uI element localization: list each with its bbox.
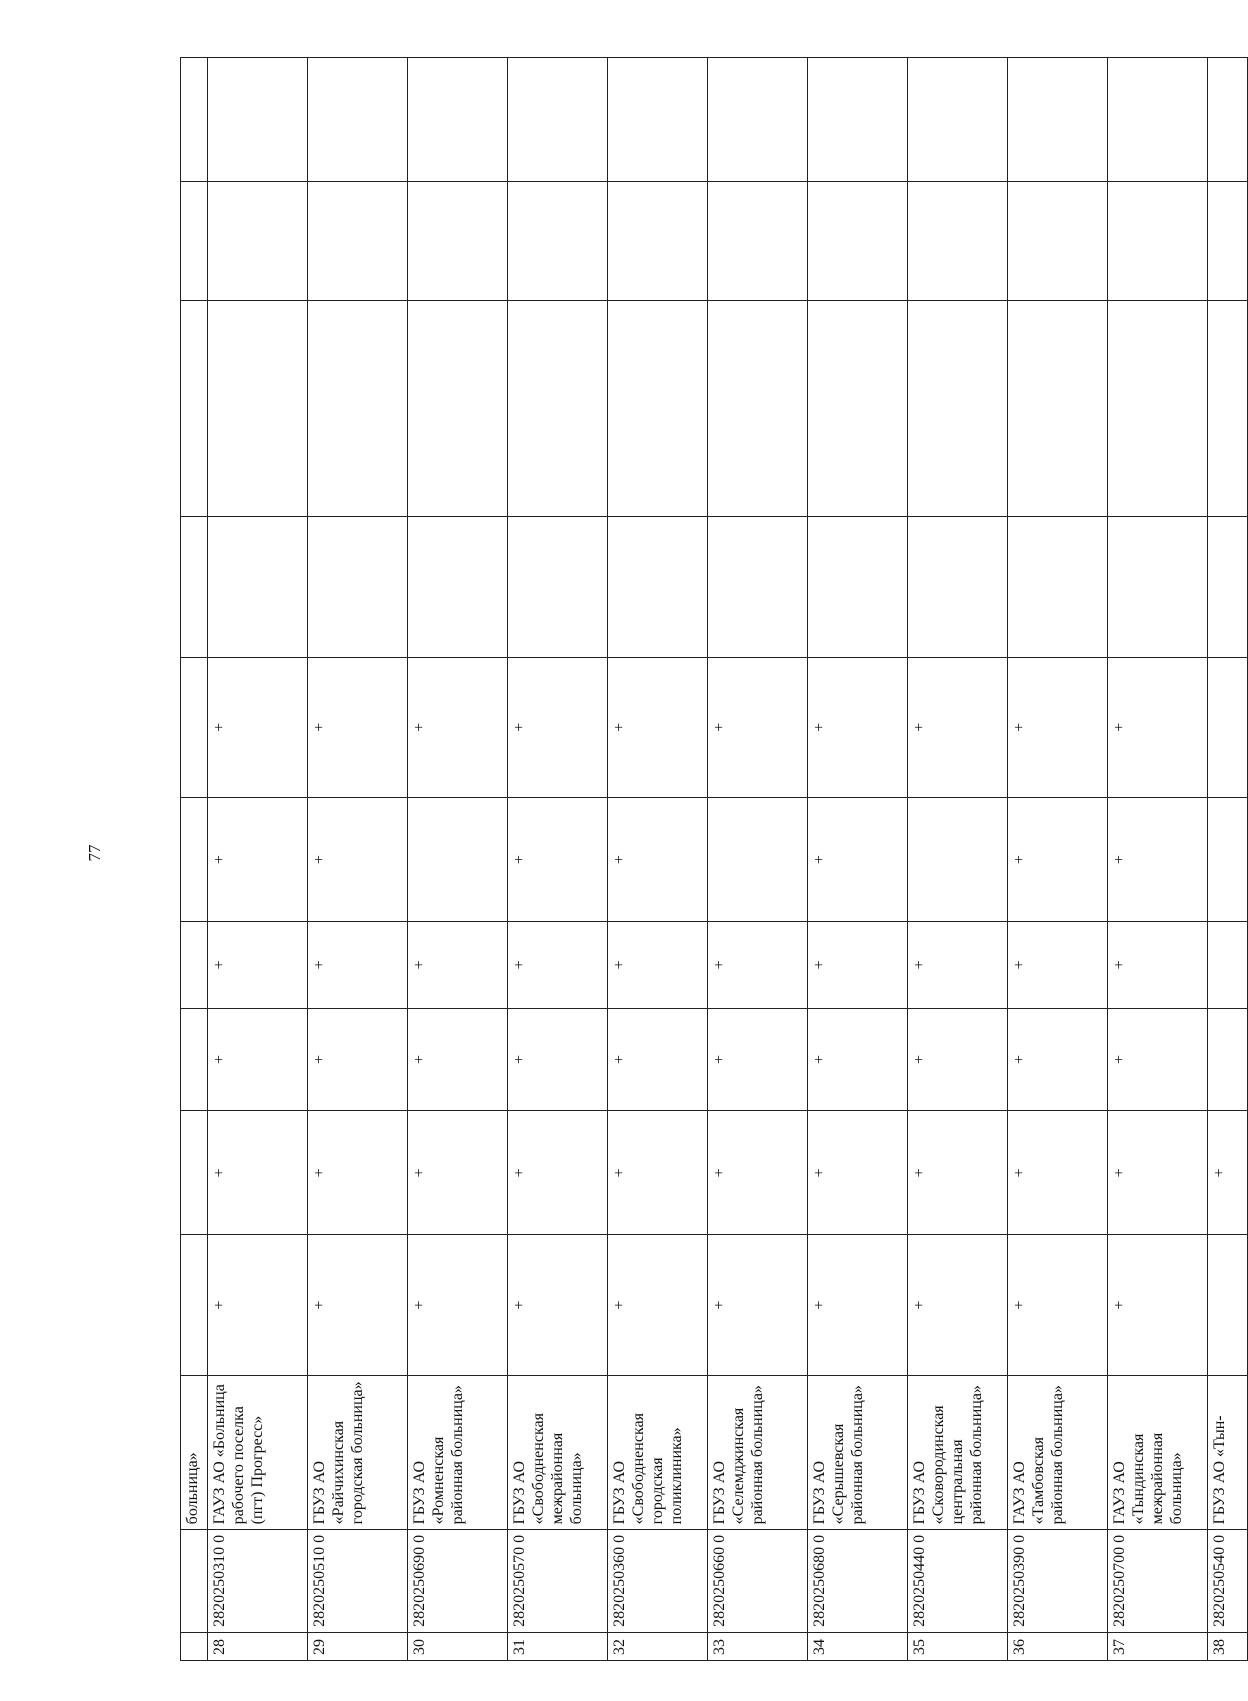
cell-flag: + [708,657,808,797]
cell-flag: + [508,1235,608,1375]
cell-flag: + [308,657,408,797]
cell-flag [1208,1235,1248,1375]
cell-flag: + [1108,1111,1208,1235]
cell-flag [208,58,308,182]
cell-flag: + [508,1008,608,1111]
registry-table-rotated [180,57,1228,1661]
cell-flag [1108,301,1208,517]
cell-flag [208,517,308,657]
page-number: 77 [85,844,104,862]
cell-flag [181,58,208,182]
table-row [1008,58,1108,1661]
cell-flag [408,58,508,182]
cell-flag [1008,182,1108,301]
cell-code: 2820250360 0 [608,1530,708,1633]
cell-num: 33 [708,1632,808,1660]
cell-flag: + [708,1008,808,1111]
cell-flag [808,301,908,517]
cell-flag [1208,657,1248,797]
cell-flag [508,182,608,301]
cell-flag [1208,922,1248,1008]
table-row [908,58,1008,1661]
cell-flag [1008,517,1108,657]
cell-flag [308,517,408,657]
cell-code: 2820250440 0 [908,1530,1008,1633]
cell-flag [181,1235,208,1375]
table-row-continued [181,58,208,1661]
cell-flag: + [508,922,608,1008]
table-row [708,58,808,1661]
cell-flag [1108,517,1208,657]
cell-flag: + [1008,1235,1108,1375]
cell-flag [808,182,908,301]
cell-flag [1208,797,1248,921]
cell-flag: + [408,1111,508,1235]
cell-flag: + [608,657,708,797]
cell-num: 28 [208,1632,308,1660]
cell-flag: + [308,797,408,921]
cell-flag [408,182,508,301]
cell-flag [1008,301,1108,517]
cell-name: ГАУЗ АО «Больница рабочего поселка (пгт) Прогресс» [208,1375,308,1529]
cell-flag [308,182,408,301]
cell-flag: + [308,1111,408,1235]
cell-flag: + [1008,1008,1108,1111]
cell-name: ГБУЗ АО «Сковородинская центральная районная больница» [908,1375,1008,1529]
cell-flag [308,58,408,182]
cell-name: ГБУЗ АО «Селемджинская районная больница» [708,1375,808,1529]
table-row [308,58,408,1661]
cell-flag [181,657,208,797]
cell-flag [1008,58,1108,182]
cell-flag [508,301,608,517]
cell-flag [181,517,208,657]
cell-flag: + [1108,922,1208,1008]
cell-num: 36 [1008,1632,1108,1660]
table-row [608,58,708,1661]
cell-flag [708,301,808,517]
cell-flag [708,182,808,301]
cell-name: ГАУЗ АО «Тындинская межрайонная больница» [1108,1375,1208,1529]
cell-flag: + [608,797,708,921]
cell-flag [181,301,208,517]
table-row [808,58,908,1661]
cell-code: 2820250510 0 [308,1530,408,1633]
cell-flag: + [708,1111,808,1235]
cell-flag [308,301,408,517]
cell-code: 2820250570 0 [508,1530,608,1633]
table-row [1108,58,1208,1661]
cell-flag: + [1208,1111,1248,1235]
cell-flag: + [1108,1235,1208,1375]
cell-flag: + [608,1235,708,1375]
cell-flag: + [1008,797,1108,921]
cell-flag: + [1008,922,1108,1008]
cell-num: 37 [1108,1632,1208,1660]
cell-name: ГБУЗ АО «Ромненская районная больница» [408,1375,508,1529]
cell-flag: + [208,922,308,1008]
cell-flag: + [808,922,908,1008]
cell-code: 2820250540 0 [1208,1530,1248,1633]
cell-flag: + [408,1008,508,1111]
cell-num: 38 [1208,1632,1248,1660]
cell-flag: + [708,922,808,1008]
cell-name: ГБУЗ АО «Свободненская межрайонная больница» [508,1375,608,1529]
cell-flag [181,797,208,921]
cell-num: 32 [608,1632,708,1660]
cell-flag: + [608,1111,708,1235]
cell-flag: + [808,657,908,797]
cell-flag: + [1108,657,1208,797]
cell-flag [608,58,708,182]
cell-flag [208,301,308,517]
cell-flag [908,517,1008,657]
cell-flag [1208,182,1248,301]
cell-flag: + [908,657,1008,797]
table-body [181,58,1248,1661]
cell-flag: + [408,922,508,1008]
cell-flag [908,797,1008,921]
cell-flag [1208,58,1248,182]
cell-flag: + [308,922,408,1008]
cell-name: ГАУЗ АО «Тамбовская районная больница» [1008,1375,1108,1529]
cell-name: больница» [181,1375,208,1529]
cell-flag [181,1111,208,1235]
cell-flag [1108,58,1208,182]
registry-table [180,57,1248,1661]
cell-flag [181,1008,208,1111]
cell-flag [708,517,808,657]
cell-code: 2820250390 0 [1008,1530,1108,1633]
table-row [408,58,508,1661]
table-row [508,58,608,1661]
cell-flag: + [608,1008,708,1111]
cell-flag [1108,182,1208,301]
cell-flag: + [508,1111,608,1235]
cell-num: 34 [808,1632,908,1660]
cell-flag [608,301,708,517]
cell-flag: + [808,1008,908,1111]
cell-flag [808,58,908,182]
cell-code [181,1530,208,1633]
cell-flag: + [808,1111,908,1235]
cell-name: ГБУЗ АО «Серышевская районная больница» [808,1375,908,1529]
cell-num: 31 [508,1632,608,1660]
cell-flag [508,517,608,657]
cell-flag [408,797,508,921]
cell-flag: + [408,1235,508,1375]
cell-name: ГБУЗ АО «Райчихинская городская больница» [308,1375,408,1529]
cell-code: 2820250690 0 [408,1530,508,1633]
cell-flag [808,517,908,657]
cell-flag: + [1108,797,1208,921]
cell-flag [608,182,708,301]
cell-code: 2820250680 0 [808,1530,908,1633]
cell-flag [1208,1008,1248,1111]
cell-flag: + [308,1235,408,1375]
cell-flag: + [508,657,608,797]
cell-flag [708,797,808,921]
cell-flag [208,182,308,301]
cell-flag: + [308,1008,408,1111]
cell-flag [608,517,708,657]
cell-flag: + [208,1008,308,1111]
cell-flag: + [708,1235,808,1375]
cell-flag: + [1008,657,1108,797]
cell-flag: + [908,922,1008,1008]
table-row [1208,58,1248,1661]
cell-flag [181,922,208,1008]
cell-flag: + [408,657,508,797]
cell-flag [908,58,1008,182]
cell-flag [408,517,508,657]
cell-name: ГБУЗ АО «Свободненская городская поликлиника» [608,1375,708,1529]
cell-name: ГБУЗ АО «Тын- [1208,1375,1248,1529]
cell-flag: + [208,1111,308,1235]
cell-flag: + [908,1111,1008,1235]
cell-flag: + [608,922,708,1008]
cell-code: 2820250310 0 [208,1530,308,1633]
cell-flag [408,301,508,517]
cell-flag: + [208,657,308,797]
cell-flag [508,58,608,182]
cell-flag [908,182,1008,301]
cell-flag [708,58,808,182]
cell-flag: + [808,797,908,921]
cell-code: 2820250660 0 [708,1530,808,1633]
cell-flag: + [508,797,608,921]
cell-flag [908,301,1008,517]
cell-flag [181,182,208,301]
cell-flag: + [208,797,308,921]
cell-num: 29 [308,1632,408,1660]
cell-flag: + [808,1235,908,1375]
cell-flag: + [1108,1008,1208,1111]
cell-flag [1208,301,1248,517]
cell-flag: + [908,1235,1008,1375]
cell-flag: + [208,1235,308,1375]
cell-num [181,1632,208,1660]
table-row [208,58,308,1661]
cell-flag: + [1008,1111,1108,1235]
cell-flag: + [908,1008,1008,1111]
cell-num: 30 [408,1632,508,1660]
cell-num: 35 [908,1632,1008,1660]
cell-flag [1208,517,1248,657]
cell-code: 2820250700 0 [1108,1530,1208,1633]
